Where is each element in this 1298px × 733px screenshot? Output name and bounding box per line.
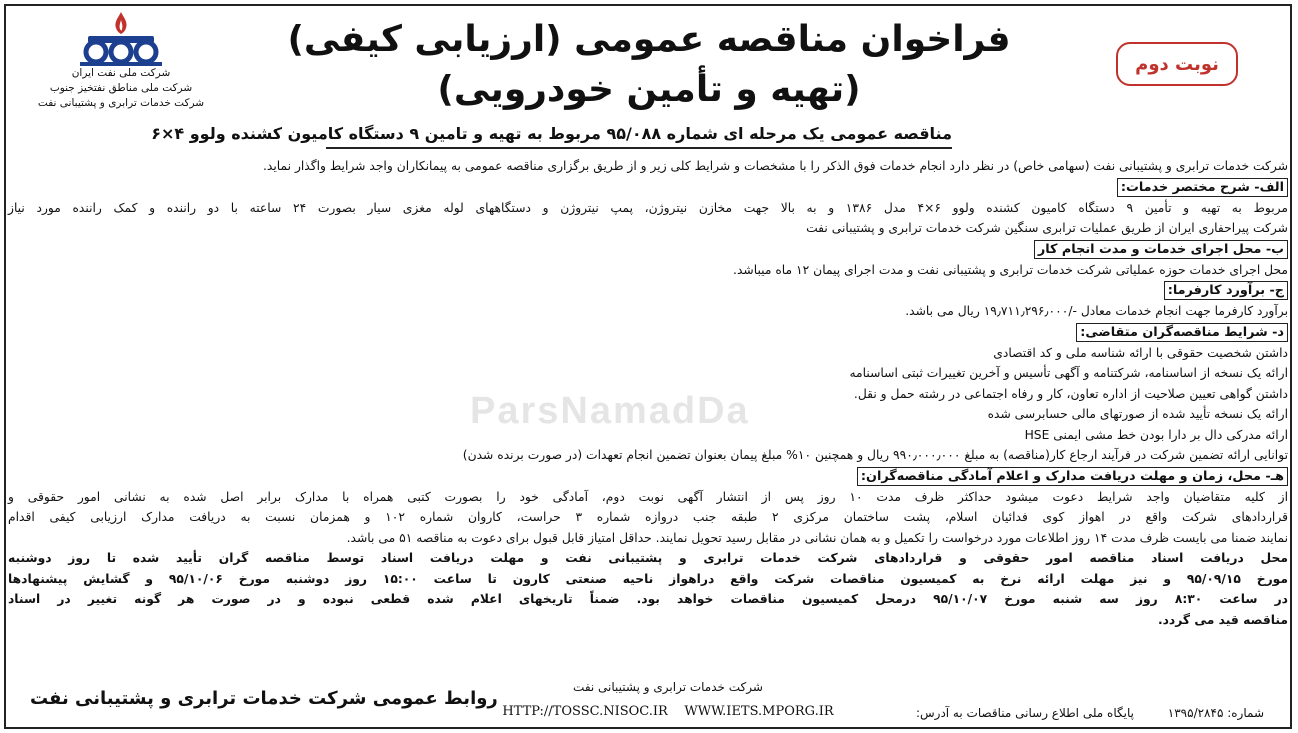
footer-url-1[interactable]: HTTP://TOSSC.NISOC.IR xyxy=(502,704,668,719)
section-d-item: ارائه یک نسخه تأیید شده از صورتهای مالی حسابرسی شده xyxy=(987,407,1288,421)
section-e-para2-line: مناقصه قید می گردد. xyxy=(1157,612,1288,627)
section-c-text: برآورد کارفرما جهت انجام خدمات معادل -/۱۹٫۷۱۱٫۲۹۶٫۰۰۰ ریال می باشد. xyxy=(905,304,1288,318)
round-badge: نوبت دوم xyxy=(1116,42,1238,86)
section-e-title: هـ- محل، زمان و مهلت دریافت مدارک و اعلام آمادگی مناقصه‌گران: xyxy=(857,467,1288,486)
number-label: شماره: xyxy=(1227,706,1264,720)
section-b-text: محل اجرای خدمات حوزه عملیاتی شرکت خدمات ترابری و پشتیبانی نفت و مدت اجرای پیمان ۱۲ ماه میباشد. xyxy=(733,262,1288,277)
section-d-item: ارائه مدرکی دال بر دارا بودن خط مشی ایمنی HSE xyxy=(1024,427,1288,442)
section-e-para2-line: مورخ ۹۵/۰۹/۱۵ و نیز مهلت ارائه نرخ به کمیسیون مناقصات شرکت واقع دراهواز ناحیه صنعتی کارون تا ساعت ۱۵:۰۰ روز دوشنبه مورخ ۹۵/۱۰/۰۶ و گشایش پیشنهادها xyxy=(8,571,1289,586)
logo-line-2: شرکت ملی مناطق نفتخیز جنوب xyxy=(49,82,193,94)
footer-url-2[interactable]: WWW.IETS.MPORG.IR xyxy=(684,704,834,719)
section-d-item: داشتن گواهی تعیین صلاحیت از اداره تعاون، کار و رفاه اجتماعی در رشته حمل و نقل. xyxy=(853,386,1288,401)
page-title-sub: (تهیه و تأمین خودرویی) xyxy=(437,69,861,110)
footer-right xyxy=(860,706,1264,720)
section-d-title: د- شرایط مناقصه‌گران متقاضی: xyxy=(1076,323,1288,342)
section-e-para2-line: محل دریافت اسناد مناقصه امور حقوقی و قراردادهای شرکت خدمات ترابری و پشتیبانی نفت و مهلت دریافت اسناد توسط مناقصه گران تأیید شده تا روز دوشنبه xyxy=(8,551,1288,565)
section-c-heading xyxy=(8,280,1288,301)
section-d-item: توانایی ارائه تضمین شرکت در فرآیند ارجاع کار(مناقصه) به مبلغ ۹۹۰٫۰۰۰٫۰۰۰ ریال و همچنین ۱۰% مبلغ پیمان بعنوان تضمین انجام تعهدات (در صورت برنده شدن) xyxy=(462,448,1288,462)
intro-text: شرکت خدمات ترابری و پشتیبانی نفت (سهامی خاص) در نظر دارد انجام خدمات فوق الذکر را با مشخصات و شرایط کلی زیر و از طریق برگزاری مناقصه عمومی به پیمانکاران واجد شرایط واگذار نماید. xyxy=(262,159,1288,173)
tender-subtitle: مناقصه عمومی یک مرحله ای شماره ۹۵/۰۸۸ مربوط به تهیه و تامین ۹ دستگاه کامیون کشنده ولوو ۴×۶ xyxy=(326,121,952,149)
section-a-line-1: مربوط به تهیه و تأمین ۹ دستگاه کامیون کشنده ولوو ۶×۴ مدل ۱۳۸۶ و به بالا جهت مخازن نیتروژن، پمپ نیتروژن و دستگاههای لوله مغزی سیار بصورت ۲۴ ساعته با دو راننده و کمک راننده مورد نیاز xyxy=(8,200,1288,215)
tender-body xyxy=(8,156,1288,630)
logo-line-3: شرکت خدمات ترابری و پشتیبانی نفت xyxy=(37,97,205,109)
section-e-para1-line: نمایند ضمنا می بایست ظرف مدت ۱۴ روز اطلاعات مورد درخواست را تکمیل و به همان نشانی در مقابل رسید تحویل نمایند. حداقل امتیاز قابل قبول برای دعوت به مناقصه ۵۱ می باشد. xyxy=(346,530,1288,545)
footer-company: شرکت خدمات ترابری و پشتیبانی نفت xyxy=(573,680,763,694)
logo-line-1: شرکت ملی نفت ایران xyxy=(71,67,171,79)
section-c-title: ج- برآورد کارفرما: xyxy=(1164,281,1288,300)
section-a-title: الف- شرح مختصر خدمات: xyxy=(1117,178,1288,197)
section-e-para1-line: قراردادهای شرکت واقع در اهواز کوی فدائیان اسلام، پشت ساختمان مرکزی ۲ طبقه جنب دروازه شماره ۳ حراست، کاروان شماره ۱۰۲ و همزمان نسبت به دریافت مدارک ارزیابی کیفی اقدام xyxy=(8,510,1289,524)
section-d-item: ارائه یک نسخه از اساسنامه، شرکتنامه و آگهی تأسیس و آخرین تغییرات ثبتی اساسنامه xyxy=(849,366,1288,380)
section-b-heading xyxy=(8,239,1288,260)
page-title: فراخوان مناقصه عمومی (ارزیابی کیفی) xyxy=(287,19,1011,60)
section-e-para2-line: در ساعت ۸:۳۰ روز سه شنبه مورخ ۹۵/۱۰/۰۷ درمحل کمیسیون مناقصات خواهد بود. ضمناً تاریخهای اعلام شده قطعی نبوده و در صورت هر گونه تغییر در اسناد xyxy=(8,592,1288,606)
public-relations: روابط عمومی شرکت خدمات ترابری و پشتیبانی نفت xyxy=(30,688,498,709)
section-b-title: ب- محل اجرای خدمات و مدت انجام کار xyxy=(1034,240,1288,259)
section-d-item: داشتن شخصیت حقوقی با ارائه شناسه ملی و کد اقتصادی xyxy=(993,345,1288,360)
section-a-line-2: شرکت پیراحفاری ایران از طریق عملیات ترابری سنگین شرکت خدمات ترابری و پشتیبانی نفت xyxy=(806,221,1288,235)
section-e-heading xyxy=(8,466,1288,487)
number-value: ۱۳۹۵/۲۸۴۵ xyxy=(1167,706,1224,720)
section-d-heading xyxy=(8,322,1288,343)
footer-urls xyxy=(498,704,838,719)
section-e-para1-line: از کلیه متقاضیان واجد شرایط دعوت میشود حداکثر ظرف مدت ۱۰ روز پس از انتشار آگهی نوبت دوم، آمادگی خود را بصورت کتبی همراه با مدارک برابر اصل شده به نشانی امور حقوقی و xyxy=(8,489,1288,504)
watermark: ParsNamadDa xyxy=(470,390,750,432)
section-a-heading xyxy=(8,177,1288,198)
portal-label: پایگاه ملی اطلاع رسانی مناقصات به آدرس: xyxy=(915,706,1134,720)
